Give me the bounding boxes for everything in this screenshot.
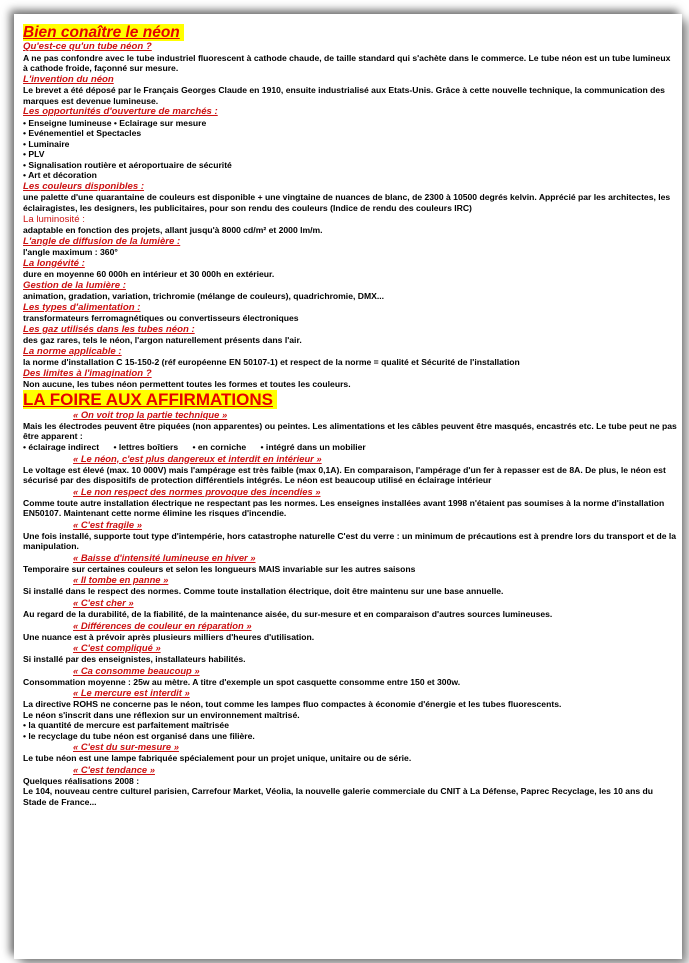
text-luminosite: adaptable en fonction des projets, allant jusqu'à 8000 cd/m² et 2000 lm/m. [23,225,323,236]
heading-tendance: « C'est tendance » [73,763,155,775]
text-line: Quelques réalisations 2008 : [23,775,140,786]
heading-tube-neon: Qu'est-ce qu'un tube néon ? [23,41,152,52]
text-panne: Si installé dans le respect des normes. Comme toute installation électrique, doit être maintenu sur une base annuelle. [23,586,504,597]
heading-gestion: Gestion de la lumière : [23,279,126,291]
text-normes-incendies: Comme toute autre installation électrique ne respectant pas les normes. Les enseignes installées avant 1998 n'étaient pas soumises à la norme d'installation EN50107. Maintenant cette norme élimine les risques d'incendie. [23,497,665,519]
heading-panne: « Il tombe en panne » [73,574,169,586]
heading-couleurs: Les couleurs disponibles : [23,180,145,192]
heading-angle: L'angle de diffusion de la lumière : [23,235,181,247]
heading-alimentation: Les types d'alimentation : [23,301,141,313]
document-content [23,24,677,808]
text-angle: l'angle maximum : 360° [23,247,118,258]
list-item: • Luminaire [23,138,70,149]
heading-hiver: « Baisse d'intensité lumineuse en hiver » [73,551,256,563]
text-line: La directive ROHS ne concerne pas le néon, tout comme les lampes fluo compactes à économie d'énergie et les tubes fluorescents. [23,699,562,710]
list-item: • intégré dans un mobilier [260,442,366,453]
heading-consomme: « Ca consomme beaucoup » [73,664,200,676]
document-page [14,14,682,959]
list-item: • en corniche [192,442,247,453]
text-dangereux: Le voltage est élevé (max. 10 000V) mais l'ampérage est très faible (max 0,1A). En comparaison, l'ampérage d'un fer à repasser est de 8A. De plus, le néon est sécurisé par des dispositifs de protection différentiels intégrés. Le néon est beaucoup utilisé en éclairage intérieur [23,464,666,486]
heading-longevite: La longévité : [23,257,85,269]
bullet-row [23,442,677,453]
text-alimentation: transformateurs ferromagnétiques ou convertisseurs électroniques [23,313,299,324]
heading-sur-mesure: « C'est du sur-mesure » [73,741,179,753]
list-item: • Enseigne lumineuse • Eclairage sur mesure [23,117,207,128]
text-consomme: Consommation moyenne : 25w au mètre. A titre d'exemple un spot casquette consomme entre 150 et 300w. [23,676,461,687]
heading-dangereux: « Le néon, c'est plus dangereux et interdit en intérieur » [73,452,322,464]
heading-couleur-reparation: « Différences de couleur en réparation » [73,619,252,631]
title-bien-connaitre: Bien conaître le néon [23,24,677,41]
heading-norme: La norme applicable : [23,345,122,357]
list-item: • la quantité de mercure est parfaitement maîtrisée [23,720,229,731]
list-item: • Evénementiel et Spectacles [23,128,142,139]
heading-gaz: Les gaz utilisés dans les tubes néon : [23,323,195,335]
list-item: • PLV [23,149,45,160]
list-item: • Signalisation routière et aéroportuaire de sécurité [23,159,232,170]
text-partie-technique: Mais les électrodes peuvent être piquées (non apparentes) ou peintes. Les alimentations et les câbles peuvent être masqués, encastrés etc. Le tube peut ne pas être apparent : [23,420,677,442]
heading-mercure: « Le mercure est interdit » [73,687,190,699]
list-item: • éclairage indirect [23,442,100,453]
heading-normes-incendies: « Le non respect des normes provoque des incendies » [73,485,321,497]
text-longevite: dure en moyenne 60 000h en intérieur et 30 000h en extérieur. [23,269,275,280]
list-item: • le recyclage du tube néon est organisé dans une filière. [23,730,255,741]
heading-invention: L'invention du néon [23,73,114,85]
title-foire-affirmations: LA FOIRE AUX AFFIRMATIONS [23,390,677,409]
text-gestion: animation, gradation, variation, trichromie (mélange de couleurs), quadrichromie, DMX... [23,291,385,302]
heading-luminosite: La luminosité : [23,213,85,225]
text-tube-neon: A ne pas confondre avec le tube industriel fluorescent à cathode chaude, de taille standard qui s'achète dans le commerce. Le tube néon est un tube lumineux à cathode froide, façonné sur mesure. [23,52,671,74]
text-couleurs: une palette d'une quarantaine de couleurs est disponible + une vingtaine de nuances de blanc, de 2300 à 10500 degrés kelvin. Apprécié par les architectes, les éclairagistes, les designers, les publicitaires, pour son rendu des couleurs (Indice de rendu des couleurs IRC) [23,192,671,214]
text-fragile: Une fois installé, supporte tout type d'intempérie, hors catastrophe naturelle C'est du verre : un minimum de précautions est à prendre lors du transport et de la manipulation. [23,530,677,552]
text-complique: Si installé par des enseignistes, installateurs habilités. [23,654,246,665]
text-line: Le néon s'inscrit dans une réflexion sur un environnement maîtrisé. [23,709,300,720]
heading-fragile: « C'est fragile » [73,518,142,530]
text-sur-mesure: Le tube néon est une lampe fabriquée spécialement pour un projet unique, unitaire ou de série. [23,753,412,764]
text-gaz: des gaz rares, tels le néon, l'argon naturellement présents dans l'air. [23,335,302,346]
text-couleur-reparation: Une nuance est à prévoir après plusieurs milliers d'heures d'utilisation. [23,631,315,642]
heading-partie-technique: « On voit trop la partie technique » [73,408,228,420]
text-cher: Au regard de la durabilité, de la fiabilité, de la maintenance aisée, du sur-mesure et en comparaison d'autres sources lumineuses. [23,608,553,619]
text-limites: Non aucune, les tubes néon permettent toutes les formes et toutes les couleurs. [23,379,351,390]
heading-complique: « C'est compliqué » [73,642,161,654]
heading-opportunites: Les opportunités d'ouverture de marchés : [23,106,218,118]
text-line: Le 104, nouveau centre culturel parisien, Carrefour Market, Véolia, la nouvelle galerie commerciale du CNIT à La Défense, Paprec Recyclage, les 10 ans du Stade de France... [23,786,653,807]
heading-cher: « C'est cher » [73,596,134,608]
list-item: • lettres boîtiers [113,442,179,453]
text-invention: Le brevet a été déposé par le Français Georges Claude en 1910, ensuite industrialisé aux Etats-Unis. Grâce à cette nouvelle technique, la communication des marques est devenue lumineuse. [23,85,665,106]
text-hiver: Temporaire sur certaines couleurs et selon les longueurs MAIS invariable sur les autres saisons [23,563,416,574]
list-item: • Art et décoration [23,170,97,181]
text-norme: la norme d'installation C 15-150-2 (réf européenne EN 50107-1) et respect de la norme = qualité et Sécurité de l'installation [23,357,520,368]
heading-limites: Des limites à l'imagination ? [23,367,152,379]
